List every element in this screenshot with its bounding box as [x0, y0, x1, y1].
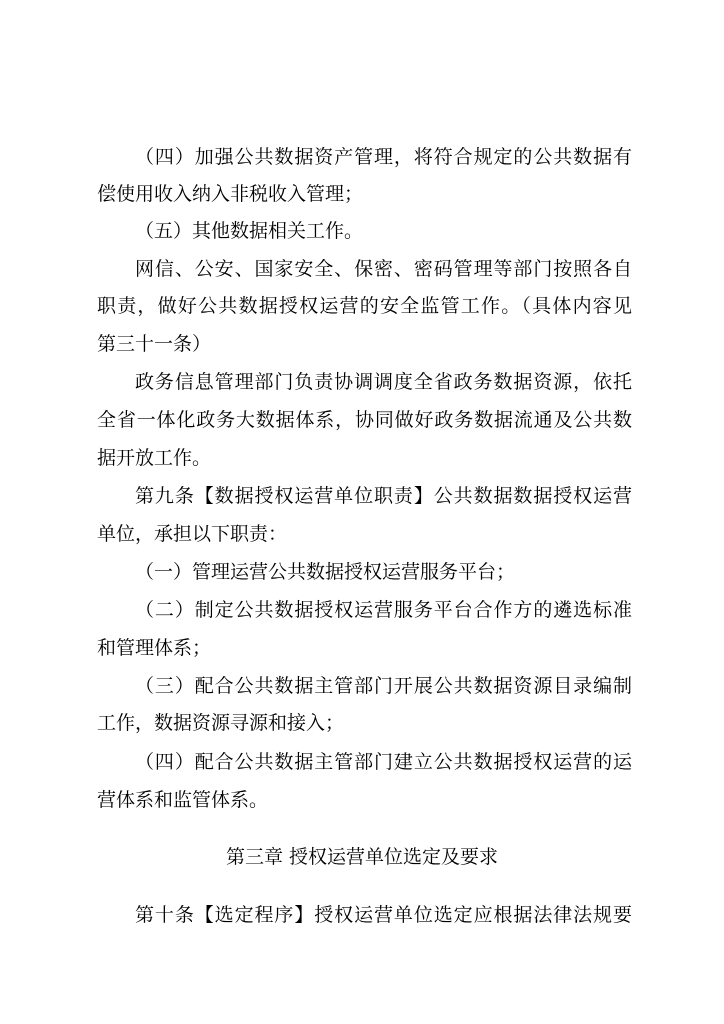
paragraph-line: （二）制定公共数据授权运营服务平台合作方的遴选标准: [135, 599, 632, 621]
paragraph-line: 第三十一条）: [97, 333, 212, 355]
paragraph-line: 网信、公安、国家安全、保密、密码管理等部门按照各自: [135, 258, 632, 280]
article-9-line: 第九条【数据授权运营单位职责】公共数据数据授权运营: [135, 485, 632, 507]
article-10-line: 第十条【选定程序】授权运营单位选定应根据法律法规要: [135, 904, 632, 926]
paragraph-line: 偿使用收入纳入非税收入管理；: [97, 183, 364, 205]
paragraph-line: （四）配合公共数据主管部门建立公共数据授权运营的运: [135, 751, 632, 773]
paragraph-line: 营体系和监管体系。: [97, 789, 269, 811]
paragraph-line: （一）管理运营公共数据授权运营服务平台；: [135, 561, 516, 583]
chapter-heading: 第三章 授权运营单位选定及要求: [225, 846, 499, 868]
paragraph-line: （四）加强公共数据资产管理，将符合规定的公共数据有: [135, 146, 632, 168]
paragraph-line: 全省一体化政务大数据体系，协同做好政务数据流通及公共数: [97, 409, 632, 431]
article-9-line: 单位，承担以下职责：: [97, 523, 288, 545]
paragraph-line: 工作，数据资源寻源和接入；: [97, 712, 345, 734]
paragraph-line: 据开放工作。: [97, 447, 212, 469]
paragraph-line: 和管理体系；: [97, 637, 212, 659]
paragraph-line: （五）其他数据相关工作。: [135, 220, 364, 242]
paragraph-line: 职责，做好公共数据授权运营的安全监管工作。（具体内容见: [97, 295, 632, 317]
paragraph-line: 政务信息管理部门负责协调调度全省政务数据资源，依托: [135, 371, 632, 393]
paragraph-line: （三）配合公共数据主管部门开展公共数据资源目录编制: [135, 675, 632, 697]
